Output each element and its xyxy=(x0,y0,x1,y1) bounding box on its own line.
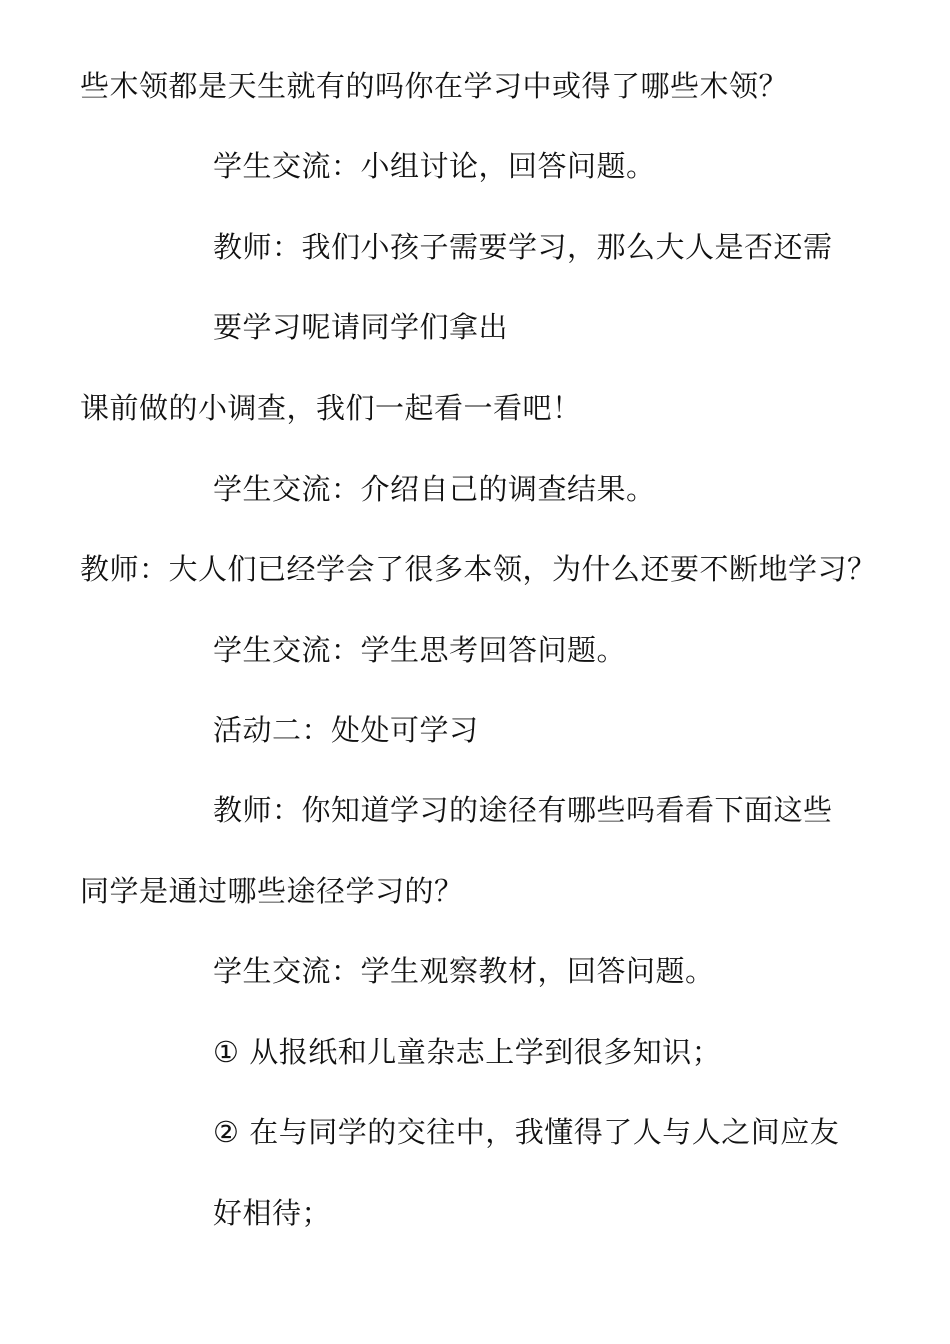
text-line: 教师：大人们已经学会了很多本领，为什么还要不断地学习？ xyxy=(80,552,877,586)
text-line: 些木领都是天生就有的吗你在学习中或得了哪些木领？ xyxy=(80,69,789,103)
list-item: ① 从报纸和儿童杂志上学到很多知识； xyxy=(213,1035,722,1069)
text-line: 学生交流：小组讨论，回答问题。 xyxy=(213,149,656,183)
text-line: 学生交流：学生思考回答问题。 xyxy=(213,633,627,667)
text-line: 教师：你知道学习的途径有哪些吗看看下面这些 xyxy=(213,793,833,827)
list-item: ② 在与同学的交往中，我懂得了人与人之间应友 xyxy=(213,1115,840,1149)
text-line: 学生交流：学生观察教材，回答问题。 xyxy=(213,954,715,988)
section-heading: 活动二：处处可学习 xyxy=(213,713,479,747)
text-line: 好相待； xyxy=(213,1196,332,1230)
text-line: 要学习呢请同学们拿出 xyxy=(213,310,509,344)
text-line: 同学是通过哪些途径学习的？ xyxy=(80,874,464,908)
text-line: 课前做的小调查，我们一起看一看吧！ xyxy=(80,391,582,425)
text-line: 学生交流：介绍自己的调查结果。 xyxy=(213,472,656,506)
text-line: 教师：我们小孩子需要学习，那么大人是否还需 xyxy=(213,230,833,264)
